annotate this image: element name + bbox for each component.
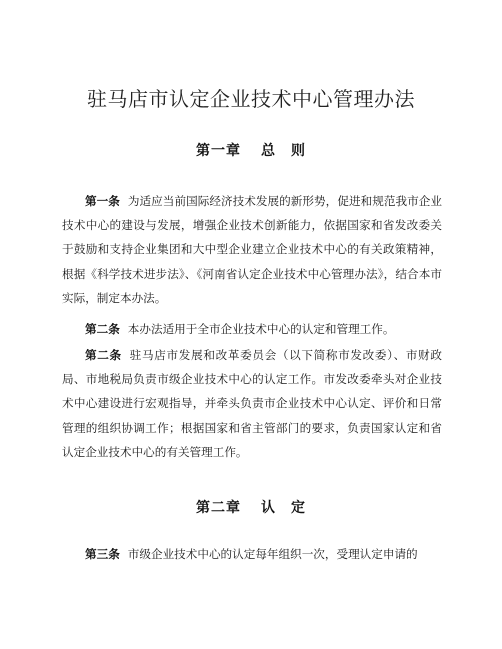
article-paragraph — [62, 542, 442, 566]
article-paragraph — [62, 189, 442, 310]
article-text: 本办法适用于全市企业技术中心的认定和管理工作。 — [127, 322, 395, 336]
article-number: 第三条 — [85, 547, 120, 561]
article-paragraph — [62, 343, 442, 464]
article-number: 第二条 — [85, 322, 120, 336]
chapter-name: 认 定 — [261, 500, 306, 516]
chapter-number: 第二章 — [196, 500, 241, 516]
chapter-heading-1 — [0, 141, 502, 161]
article-text: 为适应当前国际经济技术发展的新形势，促进和规范我市企业技术中心的建设与发展，增强企业技术创新能力，依据国家和省发改委关于鼓励和支持企业集团和大中型企业建立企业技术中心的有关政策精神，根据《科学技术进步法》、《河南省认定企业技术中心管理办法》，结合本市实际，制定本办法。 — [62, 194, 442, 305]
article-text: 驻马店市发展和改革委员会（以下简称市发改委）、市财政局、市地税局负责市级企业技术中心的认定工作。市发改委牵头对企业技术中心建设进行宏观指导，并牵头负责市企业技术中心认定、评价和日常管理的组织协调工作；根据国家和省主管部门的要求，负责国家认定和省认定企业技术中心的有关管理工作。 — [62, 348, 442, 459]
article-number: 第二条 — [85, 348, 122, 362]
article-paragraph — [62, 317, 442, 341]
document-title: 驻马店市认定企业技术中心管理办法 — [87, 87, 415, 111]
chapter-name: 总 则 — [261, 143, 306, 159]
chapter-number: 第一章 — [196, 143, 241, 159]
chapter-heading-2 — [0, 498, 502, 518]
article-text: 市级企业技术中心的认定每年组织一次，受理认定申请的 — [127, 547, 418, 561]
article-number: 第一条 — [85, 194, 120, 208]
